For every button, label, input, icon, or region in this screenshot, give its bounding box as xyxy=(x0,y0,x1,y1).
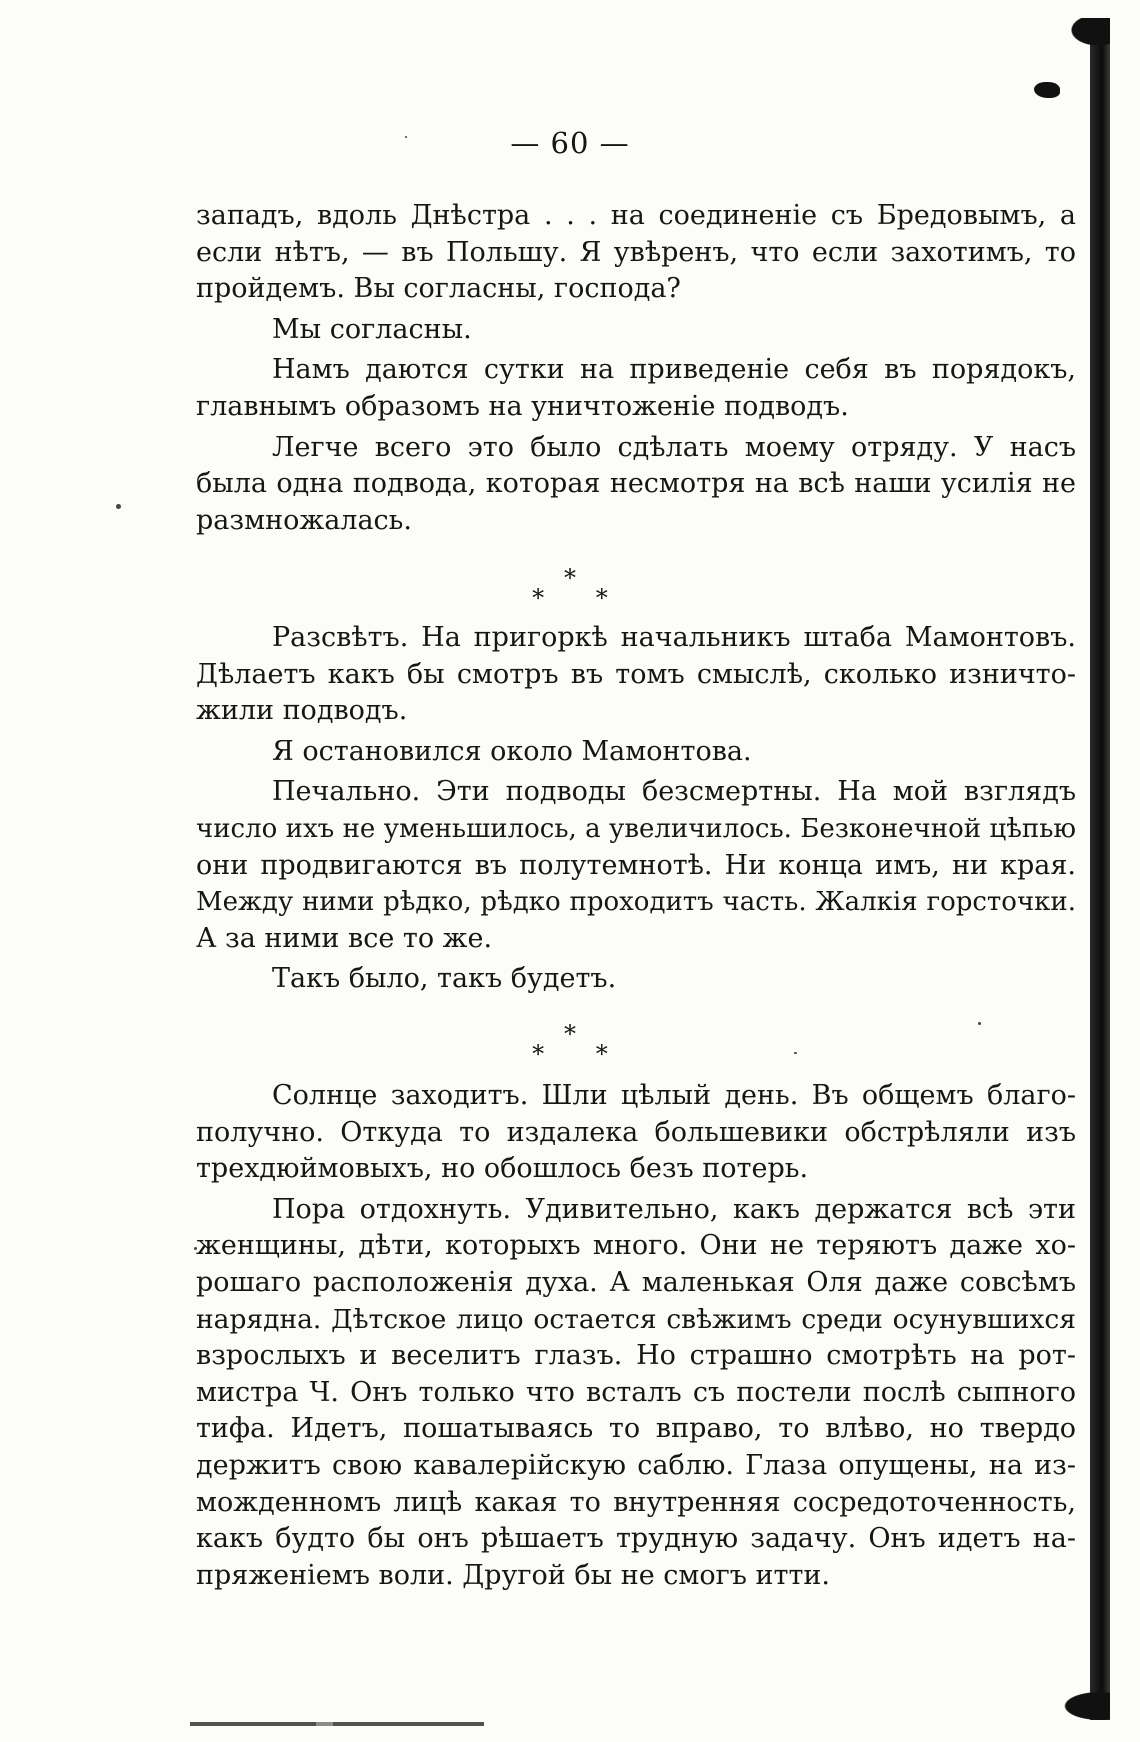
text-line: Мы согласны. xyxy=(272,313,472,345)
scan-speck xyxy=(116,504,121,509)
paragraph xyxy=(196,430,1076,540)
text-line: они продвигаются въ полутемнотѣ. Ни конца имъ, ни края. xyxy=(196,849,1076,881)
paragraph xyxy=(196,961,1076,998)
text-section-2 xyxy=(196,620,1076,1002)
scan-corner-top-shadow xyxy=(1050,18,1110,58)
text-line: жили подводъ. xyxy=(196,695,408,727)
text-line: Дѣлаетъ какъ бы смотръ въ томъ смыслѣ, сколько изничто- xyxy=(196,658,1076,690)
text-line: держитъ свою кавалерійскую саблю. Глаза опущены, на из- xyxy=(196,1449,1076,1481)
paragraph xyxy=(196,734,1076,771)
text-line: Легче всего это было сдѣлать моему отряду. У насъ xyxy=(272,431,1076,463)
ink-blot xyxy=(1034,82,1060,98)
text-section-1 xyxy=(196,198,1076,543)
text-line: главнымъ образомъ на уничтоженіе подводъ. xyxy=(196,390,849,422)
paragraph xyxy=(196,312,1076,349)
separator-asterisks-bottom: * * xyxy=(532,584,630,612)
scan-bottom-line xyxy=(190,1722,610,1726)
text-line: взрослыхъ и веселитъ глазъ. Но страшно смотрѣть на рот- xyxy=(196,1340,1076,1372)
text-line: Печально. Эти подводы безсмертны. На мой взглядъ xyxy=(272,776,1076,808)
text-line: мистра Ч. Онъ только что всталъ съ постели послѣ сыпного xyxy=(196,1376,1076,1408)
text-line: какъ будто бы онъ рѣшаетъ трудную задачу. Онъ идетъ на- xyxy=(196,1523,1076,1555)
page-number: — 60 — xyxy=(510,126,630,160)
paragraph xyxy=(196,620,1076,730)
paragraph xyxy=(196,1192,1076,1595)
paragraph xyxy=(196,774,1076,957)
text-line: трехдюймовыхъ, но обошлось безъ потерь. xyxy=(196,1153,809,1185)
text-line: тифа. Идетъ, пошатываясь то вправо, то влѣво, но твердо xyxy=(196,1413,1076,1445)
text-line: женщины, дѣти, которыхъ много. Они не теряютъ даже хо- xyxy=(196,1230,1076,1262)
scan-edge-shadow xyxy=(1090,20,1110,1720)
separator-asterisk-top: * xyxy=(564,1020,576,1048)
text-line: Я остановился около Мамонтова. xyxy=(272,735,752,767)
scan-corner-bottom-shadow xyxy=(1040,1682,1110,1722)
paragraph xyxy=(196,198,1076,308)
section-separator xyxy=(0,564,1140,612)
text-line: число ихъ не уменьшилось, а увеличилось. Безконечной цѣпью xyxy=(196,813,1076,844)
text-line: пряженіемъ воли. Другой бы не смогъ итти. xyxy=(196,1559,830,1591)
section-separator xyxy=(0,1020,1140,1068)
text-line: Такъ было, такъ будетъ. xyxy=(272,963,617,995)
text-line: Намъ даются сутки на приведеніе себя въ порядокъ, xyxy=(272,354,1076,386)
text-line: нарядна. Дѣтское лицо остается свѣжимъ среди осунувшихся xyxy=(196,1303,1076,1335)
text-line: Солнце заходитъ. Шли цѣлый день. Въ общемъ благо- xyxy=(272,1080,1076,1111)
text-line: если нѣтъ, — въ Польшу. Я увѣренъ, что если захотимъ, то xyxy=(196,236,1076,268)
separator-asterisks-bottom: * * xyxy=(532,1040,630,1068)
text-line: размножалась. xyxy=(196,504,412,536)
text-line: можденномъ лицѣ какая то внутренняя сосредоточенность, xyxy=(196,1486,1076,1518)
text-line: была одна подвода, которая несмотря на всѣ наши усилія не xyxy=(196,468,1076,500)
paragraph xyxy=(196,1078,1076,1188)
text-line: рошаго расположенія духа. А маленькая Оля даже совсѣмъ xyxy=(196,1266,1076,1298)
text-line: получно. Откуда то издалека большевики обстрѣляли изъ xyxy=(196,1116,1076,1148)
text-line: Разсвѣтъ. На пригоркѣ начальникъ штаба Мамонтовъ. xyxy=(272,622,1076,653)
paragraph xyxy=(196,352,1076,425)
text-line: А за ними все то же. xyxy=(196,922,493,954)
text-line: Пора отдохнуть. Удивительно, какъ держатся всѣ эти xyxy=(272,1193,1076,1225)
text-line: Между ними рѣдко, рѣдко проходитъ часть. Жалкія горсточки. xyxy=(196,887,1076,918)
text-line: пройдемъ. Вы согласны, господа? xyxy=(196,273,681,305)
text-line: западъ, вдоль Днѣстра . . . на соединеніе съ Бредовымъ, а xyxy=(196,200,1076,231)
separator-asterisk-top: * xyxy=(564,564,576,592)
text-section-3 xyxy=(196,1078,1076,1598)
